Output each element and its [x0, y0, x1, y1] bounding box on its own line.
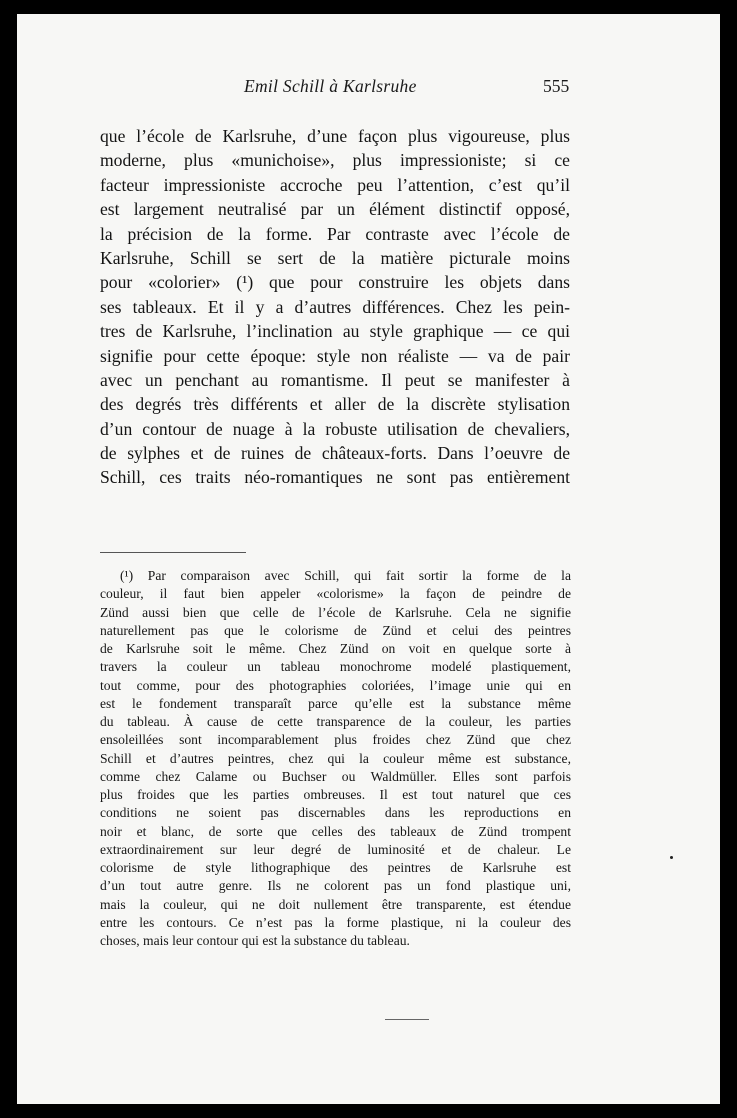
- text-line: des degrés très différents et aller de la discrète stylisation: [100, 394, 570, 415]
- text-line: facteur impressioniste accroche peu l’attention, c’est qu’il: [100, 174, 570, 195]
- footnote-line: d’un tout autre genre. Ils ne colorent pas un fond plastique uni,: [100, 878, 571, 894]
- footnote-line: (¹) Par comparaison avec Schill, qui fait sortir la forme de la: [120, 568, 571, 583]
- text-line: moderne, plus «munichoise», plus impressioniste; si ce: [100, 150, 570, 171]
- text-line: d’un contour de nuage à la robuste utilisation de chevaliers,: [100, 418, 570, 439]
- text-line: de sylphes et de ruines de châteaux-forts. Dans l’oeuvre de: [100, 443, 570, 464]
- footnote-line: mais la couleur, qui ne doit nullement être transparente, est étendue: [100, 896, 571, 912]
- footnote-line: extraordinairement sur leur degré de luminosité et de chaleur. Le: [100, 841, 571, 857]
- running-title: Emil Schill à Karlsruhe: [244, 76, 417, 96]
- text-line: tres de Karlsruhe, l’inclination au style graphique — ce qui: [100, 321, 570, 342]
- footnote-line: noir et blanc, de sorte que celles des tableaux de Zünd trompent: [100, 823, 571, 839]
- text-line: la précision de la forme. Par contraste avec l’école de: [100, 223, 570, 244]
- footnote-line: travers la couleur un tableau monochrome modelé plastiquement,: [100, 659, 571, 675]
- footnote-line: conditions ne soient pas discernables dans les reproductions en: [100, 805, 571, 821]
- footnote: [100, 567, 571, 950]
- footnote-line: du tableau. À cause de cette transparence de la couleur, les parties: [100, 714, 571, 729]
- footnote-line: plus froides que les parties ombreuses. Il est tout naturel que ces: [100, 787, 571, 802]
- page-header: [17, 76, 720, 102]
- footnote-line: ensoleillées sont incomparablement plus froides chez Zünd que chez: [100, 732, 571, 748]
- main-text: [100, 124, 570, 490]
- text-line: que l’école de Karlsruhe, d’une façon plus vigoureuse, plus: [100, 126, 570, 146]
- text-line: Karlsruhe, Schill se sert de la matière picturale moins: [100, 247, 570, 268]
- footnote-line: Schill et d’autres peintres, chez qui la couleur même est substance,: [100, 750, 571, 766]
- footnote-line: Zünd aussi bien que celle de l’école de Karlsruhe. Cela ne signifie: [100, 604, 571, 620]
- text-line: avec un penchant au romantisme. Il peut se manifester à: [100, 369, 570, 390]
- text-line: ses tableaux. Et il y a d’autres différences. Chez les pein-: [100, 296, 570, 317]
- end-mark: [385, 1019, 429, 1020]
- footnote-line: comme chez Calame ou Buchser ou Waldmüller. Elles sont parfois: [100, 768, 571, 784]
- text-line: pour «colorier» (¹) que pour construire les objets dans: [100, 272, 570, 293]
- footnote-line: naturellement pas que le colorisme de Zünd et celui des peintres: [100, 622, 571, 638]
- text-line: Schill, ces traits néo-romantiques ne sont pas entièrement: [100, 467, 570, 488]
- text-line: est largement neutralisé par un élément distinctif opposé,: [100, 199, 570, 220]
- footnote-line: colorisme de style lithographique des peintres de Karlsruhe est: [100, 860, 571, 875]
- scan-speck: [670, 856, 673, 859]
- footnote-line: couleur, il faut bien appeler «colorisme» la façon de peindre de: [100, 586, 571, 602]
- page-number: 555: [543, 76, 570, 96]
- footnote-line: de Karlsruhe soit le même. Chez Zünd on voit en quelque sorte à: [100, 641, 571, 656]
- footnote-line: entre les contours. Ce n’est pas la forme plastique, ni la couleur des: [100, 914, 571, 930]
- text-line: signifie pour cette époque: style non réaliste — va de pair: [100, 345, 570, 366]
- book-page: [17, 14, 720, 1104]
- footnote-line: est le fondement transparaît parce qu’elle est la substance même: [100, 695, 571, 711]
- footnote-line: tout comme, pour des photographies coloriées, l’image unie qui en: [100, 677, 571, 693]
- footnote-separator: [100, 552, 246, 553]
- footnote-line: choses, mais leur contour qui est la substance du tableau.: [100, 933, 410, 948]
